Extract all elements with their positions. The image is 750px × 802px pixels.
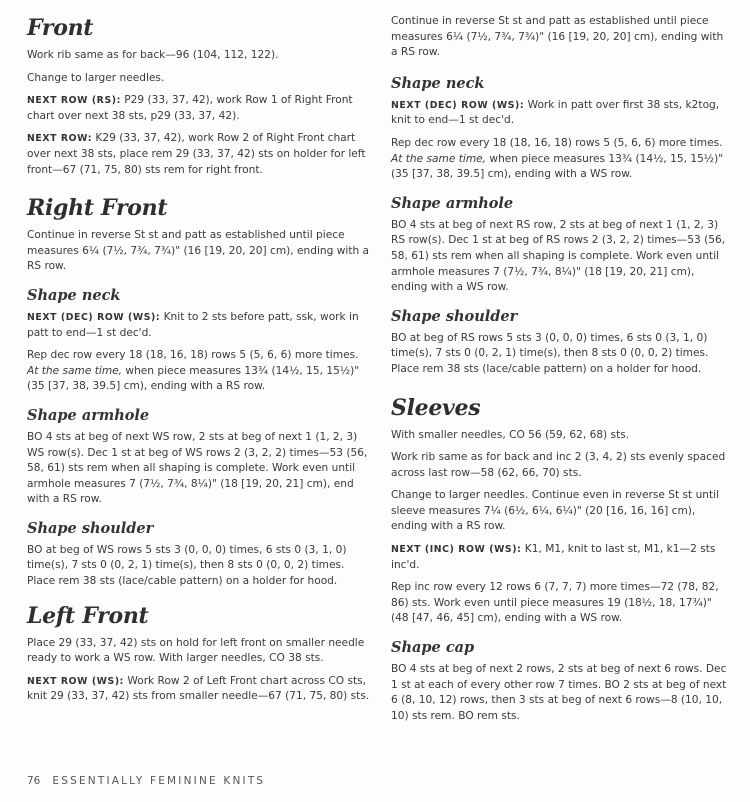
row-label: NEXT ROW (WS): — [27, 675, 124, 687]
row-text: K29 (33, 37, 42), work Row 2 of Right Front chart over next 38 sts, place rem 29 (33, 37, 42) sts on holder for left front—67 (71, 75, 80) sts rem for right front. — [27, 132, 366, 176]
shape-armhole-heading: Shape armhole — [27, 406, 150, 424]
row-text: Work in patt over first 38 sts, k2tog, knit to end—1 st dec'd. — [391, 98, 720, 127]
italic-run: At the same time, — [391, 152, 487, 165]
shape-armhole-paragraph: BO 4 sts at beg of next RS row, 2 sts at beg of next 1 (1, 2, 3) RS row(s). Dec 1 st at beg of RS rows 2 (3, 2, 2) times—53 (56, 58, 61) sts rem when all shaping is complete. Work even until armhole measures 7 (7½, 7¾, 8¼)" (18 [19, 20, 21] cm), ending with a WS row. — [391, 218, 726, 294]
left-column — [27, 16, 370, 712]
shape-neck-paragraph — [391, 136, 731, 183]
shape-neck-paragraph — [391, 98, 731, 129]
shape-neck-paragraph — [27, 348, 370, 395]
text-run: Rep dec row every 18 (18, 16, 18) rows 5 (5, 6, 6) more times. — [391, 136, 723, 149]
shape-shoulder-paragraph: BO at beg of RS rows 5 sts 3 (0, 0, 0) times, 6 sts 0 (3, 1, 0) time(s), 7 sts 0 (0, 2, 1) time(s), then 8 sts 0 (0, 0, 2) times. Place rem 38 sts (lace/cable pattern) on a holder for hood. — [391, 331, 709, 375]
italic-run: At the same time, — [27, 364, 123, 377]
shape-neck-paragraph — [27, 310, 370, 341]
row-label: NEXT (INC) ROW (WS): — [391, 544, 522, 556]
shape-armhole-heading: Shape armhole — [391, 194, 514, 212]
sleeves-paragraph: With smaller needles, CO 56 (59, 62, 68) sts. — [391, 428, 630, 441]
shape-shoulder-heading: Shape shoulder — [27, 519, 154, 537]
front-paragraph — [27, 131, 370, 178]
sleeves-paragraph: Work rib same as for back and inc 2 (3, 4, 2) sts evenly spaced across last row—58 (62, 66, 70) sts. — [391, 451, 726, 479]
sleeves-paragraph: Rep inc row every 12 rows 6 (7, 7, 7) more times—72 (78, 82, 86) sts. Work even until piece measures 19 (18½, 18, 17¾)" (48 [47, 46, 45] cm), ending with a WS row. — [391, 581, 719, 625]
sleeves-paragraph — [391, 542, 731, 573]
text-run: Rep dec row every 18 (18, 16, 18) rows 5 (5, 6, 6) more times. — [27, 349, 359, 362]
sleeves-paragraph: Change to larger needles. Continue even in reverse St st until sleeve measures 7¼ (6½, 6¼, 6¼)" (20 [16, 16, 16] cm), ending with a RS row. — [391, 489, 720, 533]
row-label: NEXT (DEC) ROW (WS): — [391, 99, 525, 111]
text-run: when piece measures 13¾ (14½, 15, 15½)" (35 [37, 38, 39.5] cm), ending with a RS row. — [27, 364, 360, 393]
row-text: P29 (33, 37, 42), work Row 1 of Right Front chart over next 38 sts, p29 (33, 37, 42). — [27, 94, 353, 122]
continue-paragraph: Continue in reverse St st and patt as established until piece measures 6¼ (7½, 7¾, 7¾)" (16 [19, 20, 20] cm), ending with a RS row. — [391, 15, 724, 59]
row-label: NEXT (DEC) ROW (WS): — [27, 311, 161, 323]
row-label: NEXT ROW (RS): — [27, 95, 121, 107]
page-number: 76 — [27, 775, 41, 787]
sleeves-heading: Sleeves — [391, 394, 481, 421]
shape-shoulder-paragraph: BO at beg of WS rows 5 sts 3 (0, 0, 0) times, 6 sts 0 (3, 1, 0) time(s), 7 sts 0 (0, 2, 1) time(s), then 8 sts 0 (0, 0, 2) times. Place rem 38 sts (lace/cable pattern) on a holder for hood. — [27, 543, 347, 588]
front-heading: Front — [27, 15, 94, 41]
shape-cap-heading: Shape cap — [391, 639, 475, 657]
right-front-paragraph: Continue in reverse St st and patt as established until piece measures 6¼ (7½, 7¾, 7¾)" (16 [19, 20, 20] cm), ending with a RS row. — [27, 229, 370, 273]
shape-armhole-paragraph: BO 4 sts at beg of next WS row, 2 sts at beg of next 1 (1, 2, 3) WS row(s). Dec 1 st at beg of WS rows 2 (3, 2, 2) times—53 (56, 58, 61) sts rem when all shaping is complete. Work even until armhole measures 7 (7½, 7¾, 8¼)" (18 [19, 20, 21] cm), end with a RS row. — [27, 430, 368, 506]
right-column — [391, 14, 731, 731]
shape-shoulder-heading: Shape shoulder — [391, 307, 518, 325]
right-front-heading: Right Front — [27, 195, 168, 222]
shape-neck-heading: Shape neck — [27, 286, 121, 304]
shape-neck-heading: Shape neck — [391, 74, 485, 92]
front-paragraph — [27, 93, 370, 124]
row-text: K1, M1, knit to last st, M1, k1—2 sts inc'd. — [391, 543, 716, 571]
page-footer — [27, 775, 265, 787]
row-text: Knit to 2 sts before patt, ssk, work in patt to end—1 st dec'd. — [27, 310, 359, 339]
left-front-paragraph: Place 29 (33, 37, 42) sts on hold for left front on smaller needle ready to work a WS row. With larger needles, CO 38 sts. — [27, 636, 365, 665]
row-label: NEXT ROW: — [27, 133, 93, 145]
front-paragraph: Work rib same as for back—96 (104, 112, 122). — [27, 49, 279, 61]
left-front-heading: Left Front — [27, 602, 149, 629]
shape-cap-paragraph: BO 4 sts at beg of next 2 rows, 2 sts at beg of next 6 rows. Dec 1 st at each of every other row 7 times. BO 2 sts at beg of next 6 (8, 10, 12) rows, then 3 sts at beg of next 6 rows—8 (10, 10, 10) sts rem. BO rem sts. — [391, 663, 727, 722]
text-run: when piece measures 13¾ (14½, 15, 15½)" (35 [37, 38, 39.5] cm), ending with a WS row. — [391, 152, 724, 181]
front-paragraph: Change to larger needles. — [27, 71, 165, 84]
left-front-paragraph — [27, 674, 370, 705]
book-title: ESSENTIALLY FEMININE KNITS — [52, 775, 266, 787]
row-text: Work Row 2 of Left Front chart across CO sts, knit 29 (33, 37, 42) sts from smaller needle—67 (71, 75, 80) sts. — [27, 674, 370, 703]
